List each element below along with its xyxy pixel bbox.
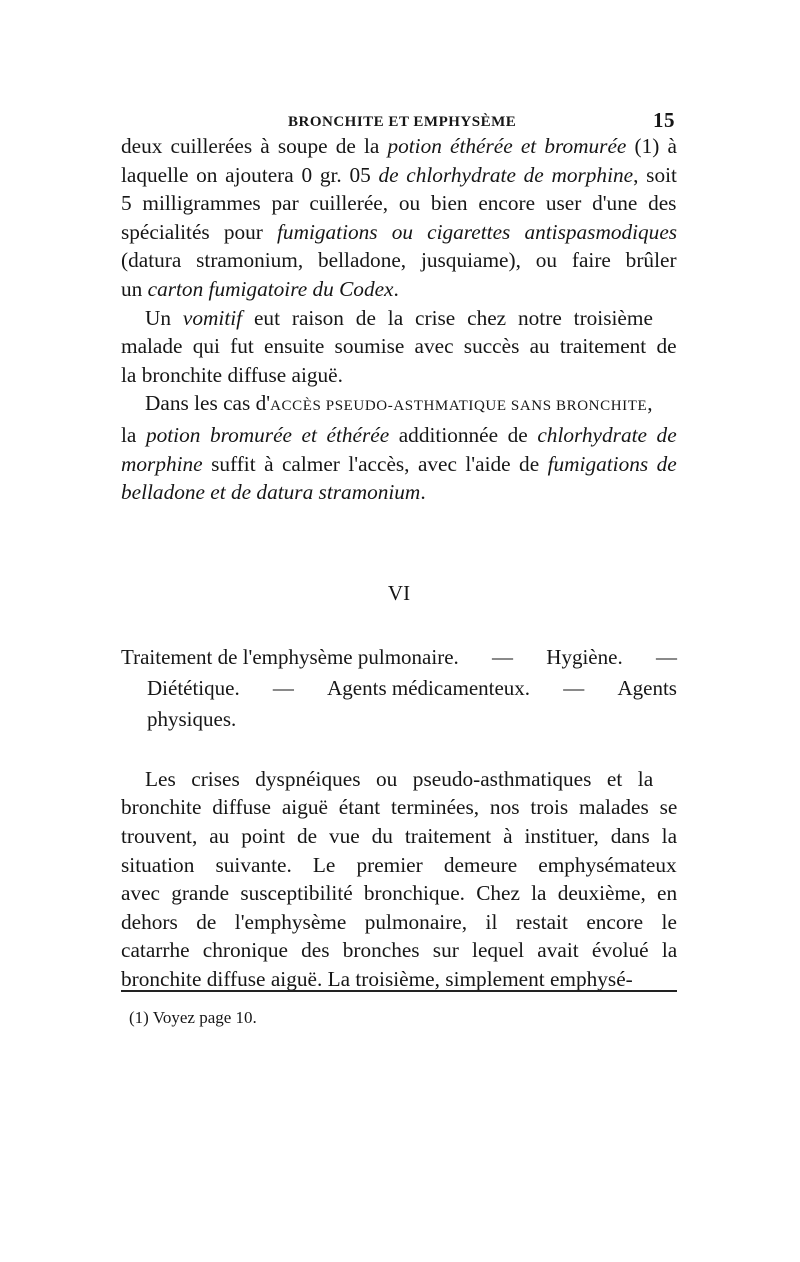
text-line: avec grande susceptibilité bronchique. Chez la deuxième, en bbox=[121, 881, 678, 906]
text-line: bronchite diffuse aiguë étant terminées, nos trois malades se bbox=[121, 795, 678, 820]
text-line bbox=[121, 389, 677, 421]
text-run: spécialités pour bbox=[121, 219, 277, 244]
text-line: Les crises dyspnéiques ou pseudo-asthmatiques et la bbox=[145, 766, 654, 791]
dash: — bbox=[655, 644, 677, 669]
dash: — bbox=[272, 675, 294, 700]
italic-text: carton fumigatoire du Codex bbox=[147, 276, 394, 301]
running-head bbox=[121, 102, 677, 132]
dash: — bbox=[492, 644, 514, 669]
running-title: BRONCHITE ET EMPHYSÈME bbox=[288, 114, 517, 130]
page-number: 15 bbox=[653, 108, 675, 132]
text-line: malade qui fut ensuite soumise avec succès au traitement de bbox=[121, 334, 677, 359]
heading-text: Traitement de l'emphysème pulmonaire. bbox=[121, 644, 459, 669]
heading-row bbox=[121, 704, 677, 735]
heading-row bbox=[121, 642, 677, 673]
italic-text: potion bromurée et éthérée bbox=[145, 422, 390, 447]
text-line bbox=[121, 275, 677, 304]
text-run: Un bbox=[145, 305, 183, 330]
text-run: eut raison de la crise chez notre troisième bbox=[242, 305, 653, 330]
section-number: VI bbox=[387, 580, 411, 605]
text-line: trouvent, au point de vue du traitement à instituer, dans la bbox=[121, 823, 678, 848]
heading-text: Hygiène. bbox=[546, 644, 623, 669]
heading-text: Agents médicamenteux. bbox=[327, 675, 531, 700]
footnote-divider bbox=[121, 990, 677, 992]
text-run: la bbox=[121, 422, 146, 447]
text-line: la bronchite diffuse aiguë. bbox=[121, 362, 343, 387]
dash: — bbox=[563, 675, 585, 700]
italic-text: vomitif bbox=[182, 305, 243, 330]
footnote-ref: (1) à bbox=[626, 134, 677, 158]
text-run: . bbox=[420, 480, 426, 505]
text-line bbox=[121, 304, 677, 333]
text-run: , soit bbox=[633, 162, 677, 187]
italic-text: chlorhydrate de bbox=[537, 422, 677, 447]
text-line: bronchite diffuse aiguë. La troisième, simplement emphysé- bbox=[121, 966, 633, 991]
heading-row bbox=[121, 673, 677, 704]
text-run: additionnée de bbox=[389, 422, 538, 447]
text-line bbox=[121, 478, 677, 507]
small-caps-text: ACCÈS PSEUDO-ASTHMATIQUE SANS BRONCHITE bbox=[270, 398, 648, 415]
footnote: (1) Voyez page 10. bbox=[129, 1008, 257, 1027]
text-line bbox=[121, 161, 677, 190]
paragraph-2 bbox=[121, 304, 677, 390]
text-line bbox=[121, 421, 677, 450]
text-run: laquelle on ajoutera 0 gr. 05 bbox=[121, 162, 379, 187]
text-line bbox=[121, 450, 677, 479]
text-run: Dans les cas d' bbox=[145, 391, 271, 416]
italic-text: fumigations ou cigarettes antispasmodiques bbox=[277, 219, 678, 244]
text-line: dehors de l'emphysème pulmonaire, il restait encore le bbox=[121, 909, 677, 934]
italic-text: belladone et de datura stramonium bbox=[121, 480, 421, 505]
text-run: un bbox=[121, 276, 148, 301]
italic-text: morphine bbox=[121, 451, 203, 476]
text-line: 5 milligrammes par cuillerée, ou bien encore user d'une des bbox=[121, 191, 677, 216]
section-heading bbox=[121, 642, 677, 735]
text-run: deux cuillerées à soupe de la bbox=[121, 134, 388, 158]
heading-text: physiques. bbox=[147, 706, 237, 731]
italic-text: de chlorhydrate de morphine bbox=[378, 162, 634, 187]
book-page bbox=[121, 102, 677, 1062]
heading-text: Agents bbox=[617, 675, 677, 700]
text-run: , bbox=[647, 391, 653, 416]
text-line: situation suivante. Le premier demeure emphysémateux bbox=[121, 852, 677, 877]
text-line bbox=[121, 132, 677, 161]
paragraph-3 bbox=[121, 389, 677, 506]
text-line: catarrhe chronique des bronches sur lequel avait évolué la bbox=[121, 938, 678, 963]
italic-text: potion éthérée et bromurée bbox=[387, 134, 627, 158]
heading-text: Diététique. bbox=[147, 675, 240, 700]
text-line bbox=[121, 218, 677, 247]
text-run: suffit à calmer l'accès, avec l'aide de bbox=[202, 451, 548, 476]
paragraph-1 bbox=[121, 132, 677, 304]
text-line: (datura stramonium, belladone, jusquiame), ou faire brûler bbox=[121, 248, 677, 273]
text-run: . bbox=[393, 276, 399, 301]
italic-text: fumigations de bbox=[547, 451, 677, 476]
paragraph-4 bbox=[121, 765, 677, 994]
